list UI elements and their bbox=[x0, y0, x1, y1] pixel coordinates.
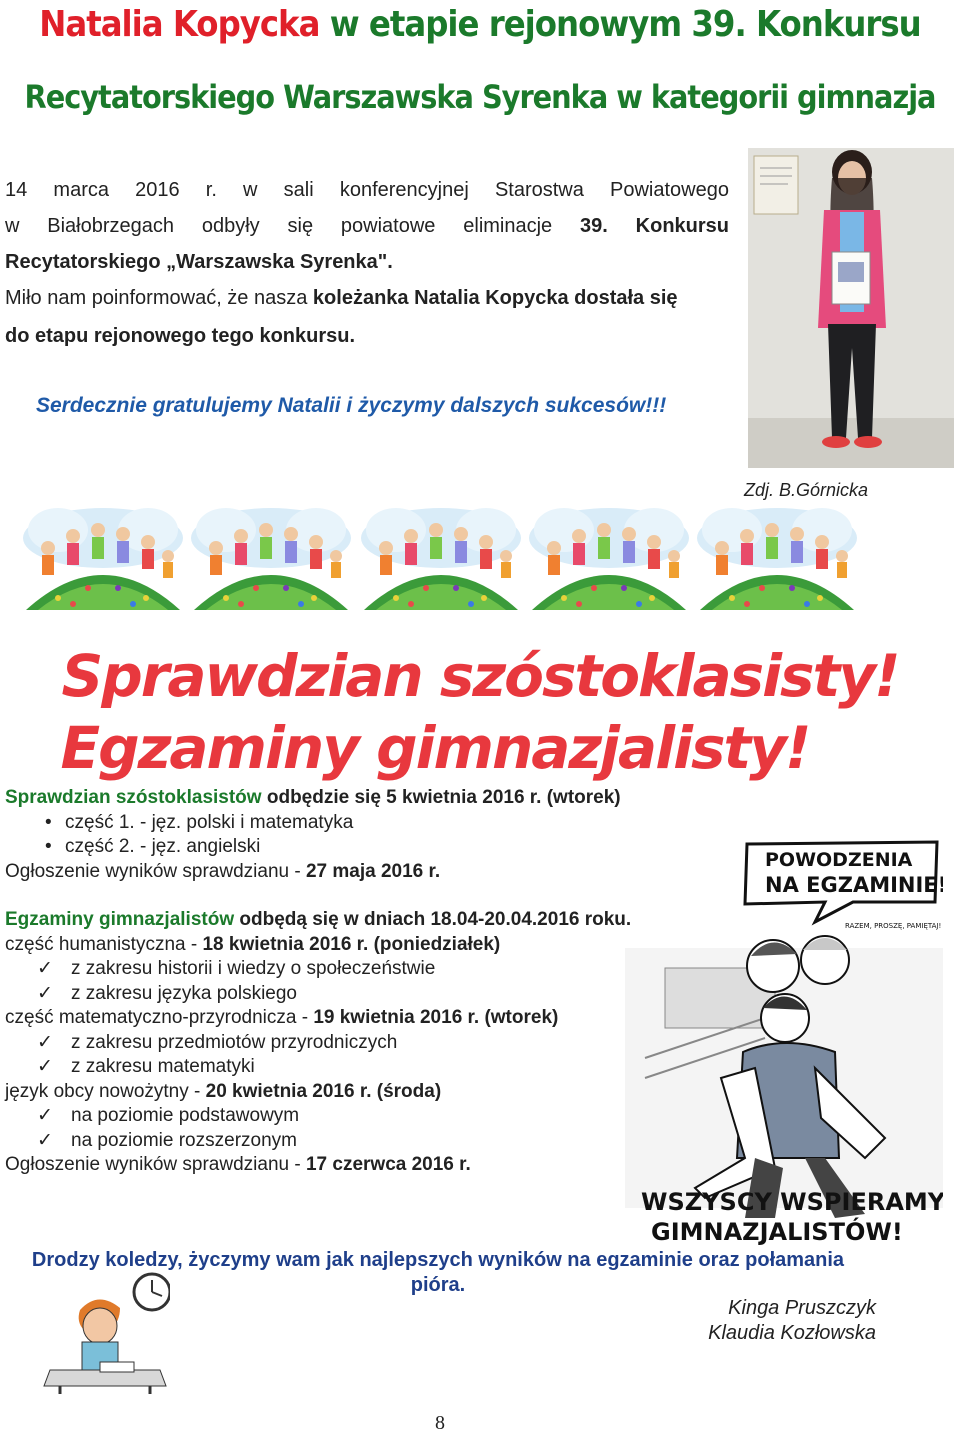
results-line bbox=[5, 860, 621, 885]
intro-text: Miło nam poinformować, że nasza bbox=[5, 287, 313, 309]
section-heading: Egzaminy gimnazjalistów bbox=[5, 909, 235, 930]
kids-globe-image bbox=[692, 500, 862, 610]
section-heading-rest: odbędą się w dniach 18.04-20.04.2016 roku. bbox=[234, 909, 632, 930]
list-item-text: z zakresu przedmiotów przyrodniczych bbox=[71, 1031, 398, 1053]
kids-globe-image bbox=[18, 500, 188, 610]
intro-line-4 bbox=[5, 280, 729, 316]
kids-globe-image bbox=[524, 500, 694, 610]
part-label: język obcy nowożytny - bbox=[5, 1080, 206, 1102]
list-item-text: z zakresu języka polskiego bbox=[71, 982, 297, 1004]
egzaminy-title bbox=[5, 908, 631, 933]
photo-credit: Zdj. B.Górnicka bbox=[744, 480, 869, 500]
kids-globe-image bbox=[356, 500, 526, 610]
section-heading-rest: odbędzie się 5 kwietnia 2016 r. (wtorek) bbox=[261, 787, 621, 808]
part-label: część matematyczno-przyrodnicza - bbox=[5, 1007, 314, 1028]
list-item: • część 1. - jęz. polski i matematyka bbox=[45, 811, 354, 833]
student-photo bbox=[748, 148, 954, 468]
cartoon-text-4: GIMNAZJALISTÓW! bbox=[651, 1218, 903, 1246]
intro-text: w Białobrzegach odbyły się powiatowe eliminacje bbox=[5, 215, 581, 237]
list-item bbox=[5, 1104, 631, 1129]
intro-line-5: do etapu rejonowego tego konkursu. bbox=[5, 325, 356, 347]
list-item-text: z zakresu historii i wiedzy o społeczeństwie bbox=[71, 958, 436, 979]
congratulations: Serdecznie gratulujemy Natalii i życzymy dalszych sukcesów!!! bbox=[36, 394, 667, 417]
signatures bbox=[708, 1296, 876, 1346]
student-clock-clipart bbox=[40, 1270, 170, 1395]
check-icon: ✓ bbox=[37, 1031, 53, 1053]
results-label: Ogłoszenie wyników sprawdzianu - bbox=[5, 1154, 306, 1175]
list-item bbox=[5, 982, 631, 1007]
article-title-line1 bbox=[0, 4, 960, 45]
list-item-text: na poziomie podstawowym bbox=[71, 1105, 300, 1126]
list-item-text: na poziomie rozszerzonym bbox=[71, 1129, 297, 1151]
headline-egzaminy: Egzaminy gimnazjalisty! bbox=[60, 714, 810, 782]
cartoon-text-3: WSZYSCY WSPIERAMY bbox=[641, 1188, 943, 1216]
part-date: 19 kwietnia 2016 r. (wtorek) bbox=[313, 1007, 559, 1028]
headline-sprawdzian: Sprawdzian szóstoklasisty! bbox=[61, 642, 899, 710]
page-number: 8 bbox=[435, 1412, 445, 1434]
check-icon: ✓ bbox=[37, 1105, 53, 1126]
list-item bbox=[5, 1055, 631, 1080]
list-item bbox=[5, 957, 631, 982]
cartoon-small-text: RAZEM, PROSZĘ, PAMIĘTAJ! bbox=[845, 922, 942, 930]
article-title-line2: Recytatorskiego Warszawska Syrenka w kategorii gimnazja bbox=[24, 78, 936, 116]
results-date: 27 maja 2016 r. bbox=[305, 860, 441, 882]
part-date: 18 kwietnia 2016 r. (poniedziałek) bbox=[202, 933, 501, 955]
section-heading: Sprawdzian szóstoklasistów bbox=[5, 787, 262, 808]
signer-name: Kinga Pruszczyk bbox=[728, 1297, 876, 1319]
check-icon: ✓ bbox=[37, 958, 53, 979]
list-item-text: część 1. - jęz. polski i matematyka bbox=[65, 811, 354, 833]
sprawdzian-title bbox=[5, 786, 621, 811]
intro-line-2 bbox=[5, 208, 729, 244]
sprawdzian-section bbox=[5, 786, 621, 884]
kids-globe-image bbox=[186, 500, 356, 610]
exam-part bbox=[5, 1080, 631, 1105]
exam-part bbox=[5, 933, 631, 958]
title-rest: w etapie rejonowym 39. Konkursu bbox=[319, 4, 921, 45]
check-icon: ✓ bbox=[37, 1056, 53, 1077]
list-item-text: część 2. - jęz. angielski bbox=[65, 836, 261, 857]
list-item bbox=[5, 1031, 631, 1056]
results-label: Ogłoszenie wyników sprawdzianu - bbox=[5, 860, 306, 882]
cartoon-text-1: POWODZENIA bbox=[765, 849, 913, 871]
results-line bbox=[5, 1153, 631, 1178]
list-item: • część 2. - jęz. angielski bbox=[45, 836, 261, 857]
intro-line-1: 14 marca 2016 r. w sali konferencyjnej Starostwa Powiatowego bbox=[5, 179, 729, 201]
check-icon: ✓ bbox=[37, 982, 53, 1004]
results-date: 17 czerwca 2016 r. bbox=[305, 1154, 471, 1175]
cartoon-illustration bbox=[625, 838, 943, 1248]
intro-bold: koleżanka Natalia Kopycka dostała się bbox=[312, 287, 678, 309]
egzaminy-section bbox=[5, 908, 631, 1178]
intro-bold: 39. Konkursu bbox=[580, 215, 729, 237]
cartoon-text-2: NA EGZAMINIE! bbox=[765, 873, 943, 897]
farewell-line-1: Drodzy koledzy, życzymy wam jak najlepszych wyników na egzaminie oraz połamania bbox=[31, 1249, 845, 1271]
list-item bbox=[5, 1129, 631, 1154]
student-name: Natalia Kopycka bbox=[39, 4, 320, 45]
intro-line-3: Recytatorskiego „Warszawska Syrenka". bbox=[5, 251, 393, 273]
part-date: 20 kwietnia 2016 r. (środa) bbox=[205, 1080, 442, 1102]
signer-name: Klaudia Kozłowska bbox=[708, 1322, 876, 1344]
list-item-text: z zakresu matematyki bbox=[71, 1056, 255, 1077]
part-label: część humanistyczna - bbox=[5, 933, 203, 955]
check-icon: ✓ bbox=[37, 1129, 53, 1151]
farewell-line-2: pióra. bbox=[410, 1274, 466, 1296]
exam-part bbox=[5, 1006, 631, 1031]
